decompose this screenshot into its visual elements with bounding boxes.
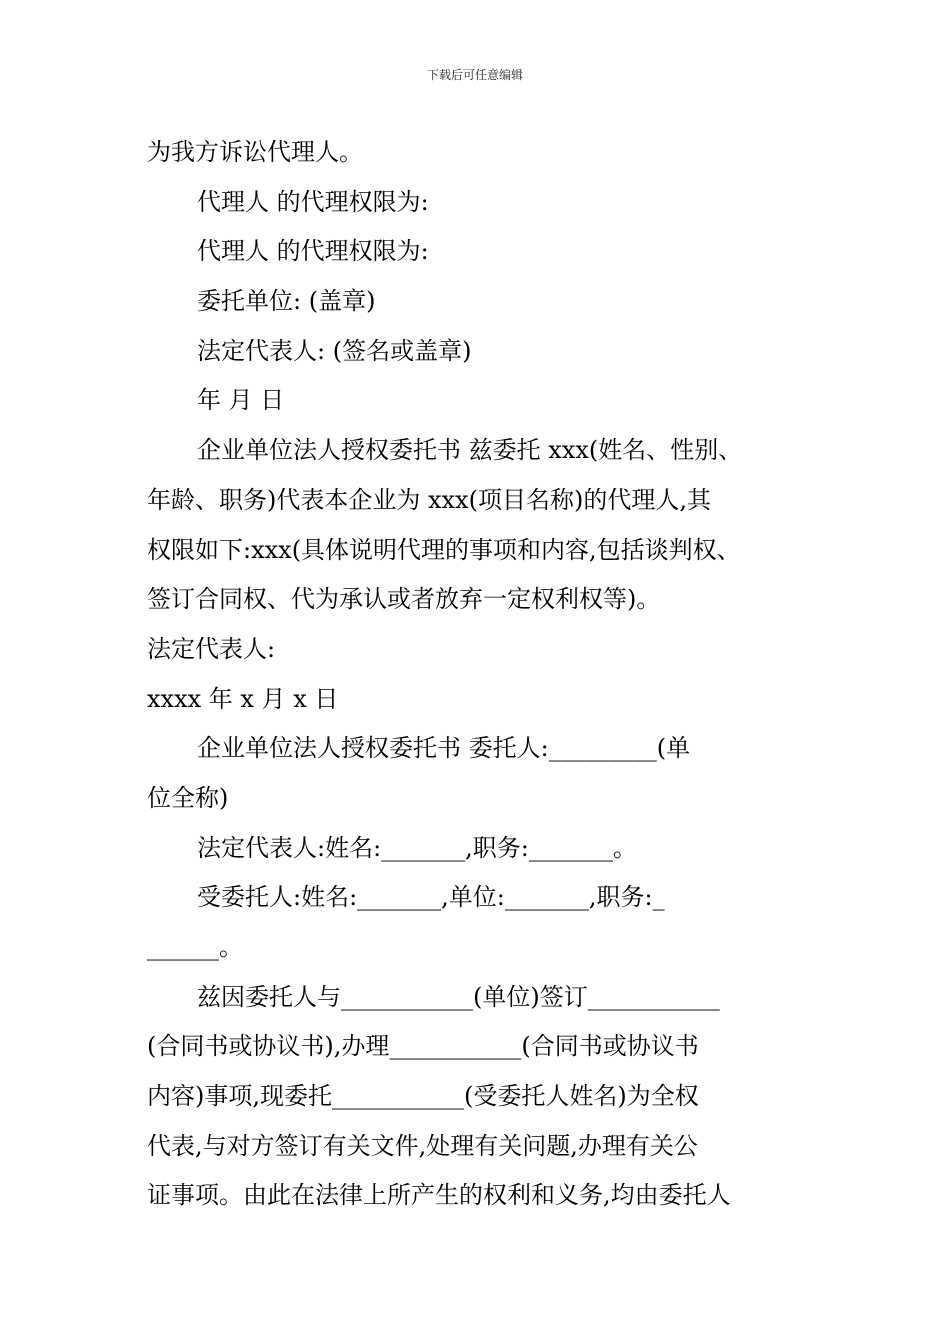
text-line: 企业单位法人授权委托书 兹委托 xxx(姓名、性别、 <box>197 436 743 465</box>
page-header-note: 下载后可任意编辑 <box>426 68 523 82</box>
text-line: 位全称) <box>147 783 229 812</box>
text-line: 年 月 日 <box>197 386 285 415</box>
text-line: 年龄、职务)代表本企业为 xxx(项目名称)的代理人,其 <box>147 485 711 514</box>
text-line: 代理人 的代理权限为: <box>197 237 429 266</box>
document-body <box>147 128 812 1221</box>
text-line: 内容)事项,现委托___________(受委托人姓名)为全权 <box>147 1082 699 1111</box>
text-line: 法定代表人: <box>147 634 276 663</box>
text-line: 受委托人:姓名:_______,单位:_______,职务:_ <box>197 883 665 912</box>
text-line: 法定代表人: (签名或盖章) <box>197 336 472 365</box>
text-line: (合同书或协议书),办理___________(合同书或协议书 <box>147 1032 699 1061</box>
text-line: xxxx 年 x 月 x 日 <box>147 684 339 713</box>
text-line: 为我方诉讼代理人。 <box>147 138 363 166</box>
text-line: 证事项。由此在法律上所产生的权利和义务,均由委托人 <box>147 1181 731 1210</box>
text-line: 签订合同权、代为承认或者放弃一定权利权等)。 <box>147 585 661 614</box>
text-line: 权限如下:xxx(具体说明代理的事项和内容,包括谈判权、 <box>147 535 741 564</box>
text-line: 企业单位法人授权委托书 委托人:_________(单 <box>197 734 691 763</box>
text-line: 兹因委托人与___________(单位)签订___________ <box>197 982 720 1011</box>
text-line: 法定代表人:姓名:_______,职务:_______。 <box>197 833 637 862</box>
text-line: 代表,与对方签订有关文件,处理有关问题,办理有关公 <box>147 1131 698 1160</box>
text-line: 代理人 的代理权限为: <box>197 187 429 216</box>
text-line: ______。 <box>147 933 243 961</box>
text-line: 委托单位: (盖章) <box>197 287 376 316</box>
